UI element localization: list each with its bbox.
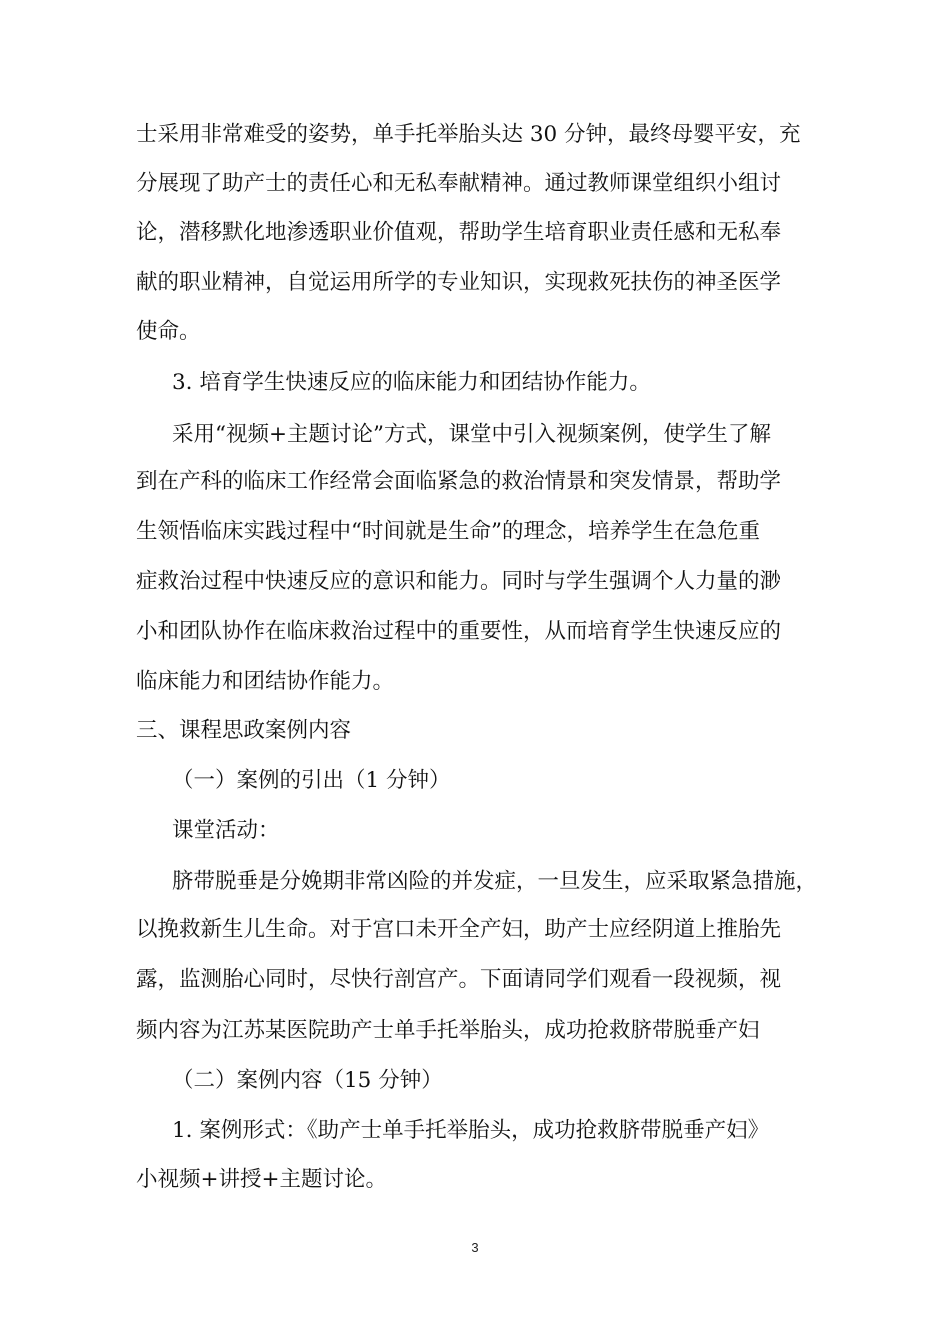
paragraph-line: 以挽救新生儿生命。对于宫口未开全产妇，助产士应经阴道上推胎先: [136, 917, 782, 942]
subsection-heading: （二）案例内容（15 分钟）: [172, 1068, 443, 1093]
numbered-heading: 1. 案例形式：《助产士单手托举胎头，成功抢救脐带脱垂产妇》: [172, 1118, 770, 1143]
paragraph-line: 小和团队协作在临床救治过程中的重要性，从而培育学生快速反应的: [136, 619, 782, 644]
paragraph-line: 士采用非常难受的姿势，单手托举胎头达 30 分钟，最终母婴平安，充: [136, 122, 801, 147]
paragraph-line: 分展现了助产士的责任心和无私奉献精神。通过教师课堂组织小组讨: [136, 171, 782, 196]
paragraph-line: 露，监测胎心同时，尽快行剖宫产。下面请同学们观看一段视频，视: [136, 967, 782, 992]
page-number: 3: [471, 1240, 479, 1255]
paragraph-line: 献的职业精神，自觉运用所学的专业知识，实现救死扶伤的神圣医学: [136, 270, 782, 295]
paragraph-line: 论，潜移默化地渗透职业价值观，帮助学生培育职业责任感和无私奉: [136, 220, 782, 245]
paragraph-line: 使命。: [136, 319, 201, 344]
numbered-heading: 3. 培育学生快速反应的临床能力和团结协作能力。: [172, 370, 651, 395]
paragraph-line: 小视频+讲授+主题讨论。: [136, 1167, 388, 1192]
paragraph-line: 脐带脱垂是分娩期非常凶险的并发症，一旦发生，应采取紧急措施，: [172, 869, 818, 894]
paragraph-line: 到在产科的临床工作经常会面临紧急的救治情景和突发情景，帮助学: [136, 469, 782, 494]
section-heading: 三、课程思政案例内容: [136, 718, 352, 743]
paragraph-line: 课堂活动：: [172, 818, 280, 843]
paragraph-line: 频内容为江苏某医院助产士单手托举胎头，成功抢救脐带脱垂产妇: [136, 1018, 760, 1043]
subsection-heading: （一）案例的引出（1 分钟）: [172, 768, 451, 793]
paragraph-line: 生领悟临床实践过程中“时间就是生命”的理念，培养学生在急危重: [136, 519, 760, 544]
paragraph-line: 症救治过程中快速反应的意识和能力。同时与学生强调个人力量的渺: [136, 569, 782, 594]
paragraph-line: 采用“视频+主题讨论”方式，课堂中引入视频案例，使学生了解: [172, 422, 772, 447]
paragraph-line: 临床能力和团结协作能力。: [136, 669, 395, 694]
